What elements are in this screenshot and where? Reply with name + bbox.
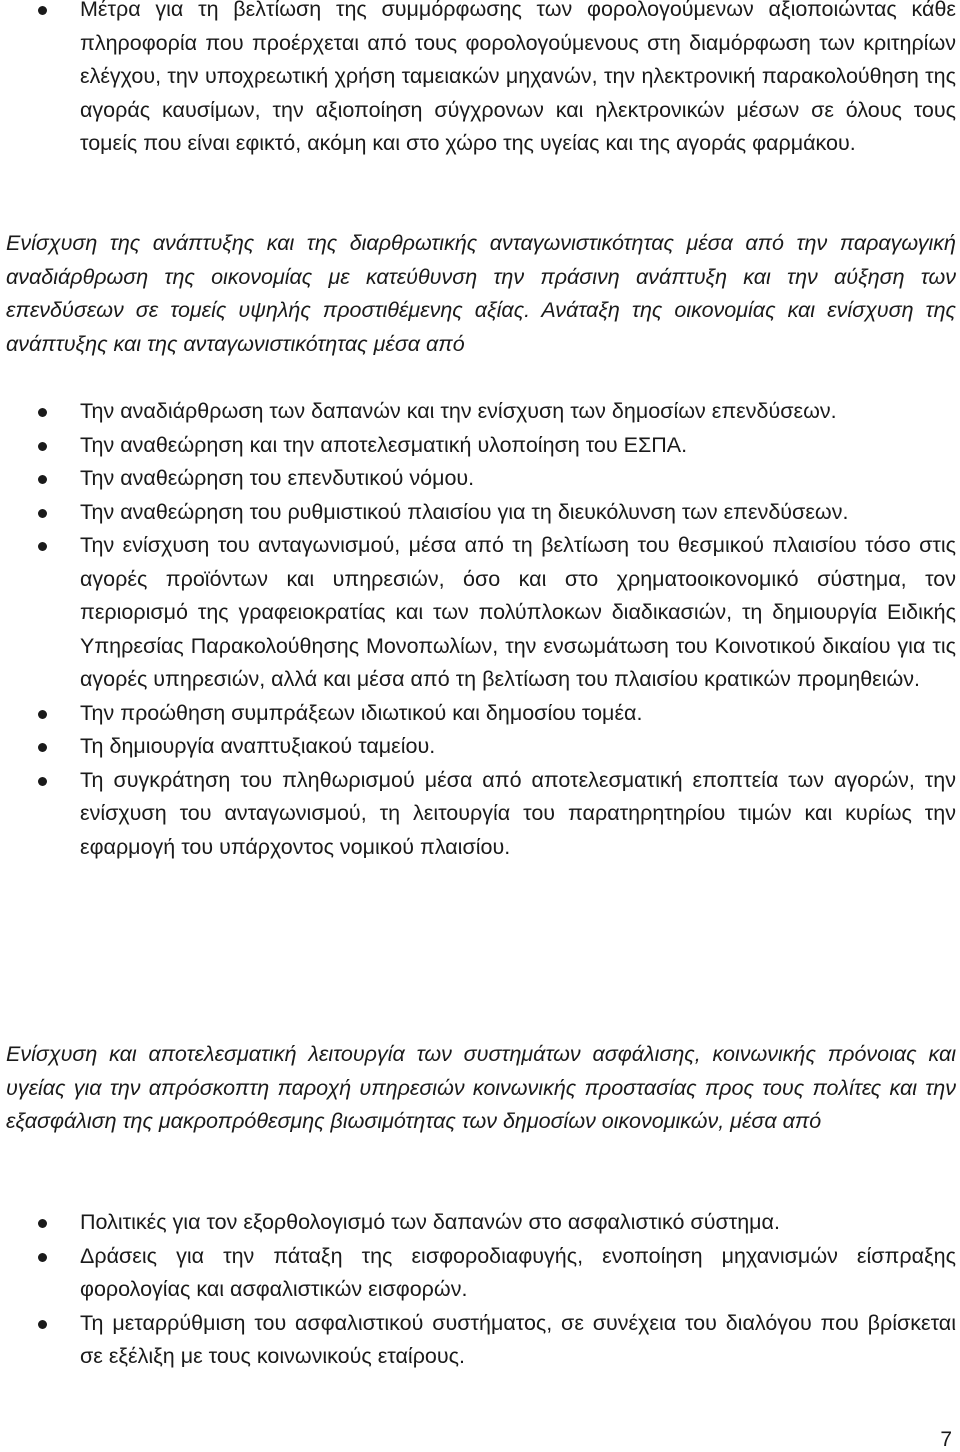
list-item <box>0 496 956 530</box>
list-item-text: Τη συγκράτηση του πληθωρισμού μέσα από αποτελεσματική εποπτεία των αγορών, την ενίσχυση του ανταγωνισμού, τη λειτουργία του παρατηρητηρίου τιμών και κυρίως την εφαρμογή του υπάρχοντος νομικού πλαισίου. <box>80 767 956 859</box>
list-item-text: Μέτρα για τη βελτίωση της συμμόρφωσης των φορολογούμενων αξιοποιώντας κάθε πληροφορία που προέρχεται από τους φορολογούμενους στη διαμόρφωση των κριτηρίων ελέγχου, την υποχρεωτική χρήση ταμειακών μηχανών, την ηλεκτρονική παρακολούθηση της αγοράς καυσίμων, την αξιοποίηση σύγχρονων και ηλεκτρονικών μέσων σε όλους τους τομείς που είναι εφικτό, ακόμη και στο χώρο της υγείας και της αγοράς φαρμάκου. <box>80 0 956 155</box>
list-item <box>0 0 956 161</box>
bullet-icon <box>38 777 47 786</box>
list-item <box>0 730 956 764</box>
bullet-icon <box>38 1219 47 1228</box>
list-item-text: Την αναθεώρηση του ρυθμιστικού πλαισίου για τη διευκόλυνση των επενδύσεων. <box>80 499 849 524</box>
list-item-text: Την προώθηση συμπράξεων ιδιωτικού και δημοσίου τομέα. <box>80 700 643 725</box>
bullet-icon <box>38 442 47 451</box>
bullet-icon <box>38 1320 47 1329</box>
list-item-text: Την αναθεώρηση του επενδυτικού νόμου. <box>80 466 475 490</box>
bullet-icon <box>38 475 47 484</box>
list-item-text: Τη μεταρρύθμιση του ασφαλιστικού συστήματος, σε συνέχεια του διαλόγου που βρίσκεται σε εξέλιξη με τους κοινωνικούς εταίρους. <box>80 1310 956 1368</box>
list-item <box>0 462 956 496</box>
list-item <box>0 764 956 865</box>
bullet-icon <box>38 1253 47 1262</box>
bullet-icon <box>38 710 47 719</box>
list-item-text: Την αναθεώρηση και την αποτελεσματική υλοποίηση του ΕΣΠΑ. <box>80 432 688 457</box>
growth-paragraph <box>6 227 956 361</box>
bullet-icon <box>38 743 47 752</box>
list-item <box>0 697 956 731</box>
growth-measures-list <box>0 395 956 864</box>
insurance-measures-list <box>0 1206 956 1374</box>
list-item-text: Δράσεις για την πάταξη της εισφοροδιαφυγής, ενοποίηση μηχανισμών είσπραξης φορολογίας και ασφαλιστικών εισφορών. <box>80 1243 956 1301</box>
bullet-icon <box>38 509 47 518</box>
list-item <box>0 429 956 463</box>
list-item-text: Την αναδιάρθρωση των δαπανών και την ενίσχυση των δημοσίων επενδύσεων. <box>80 399 837 423</box>
list-item <box>0 395 956 429</box>
list-item <box>0 1240 956 1307</box>
page-number: 7 <box>940 1428 952 1451</box>
bullet-icon <box>38 542 47 551</box>
paragraph-text: Ενίσχυση της ανάπτυξης και της διαρθρωτικής ανταγωνιστικότητας μέσα από την παραγωγική αναδιάρθρωση της οικονομίας με κατεύθυνση την πράσινη ανάπτυξη και την αύξηση των επενδύσεων σε τομείς υψηλής προστιθέμενης αξίας. Ανάταξη της οικονομίας και ενίσχυση της ανάπτυξης και της ανταγωνιστικότητας μέσα από <box>6 231 956 356</box>
list-item <box>0 1307 956 1374</box>
list-item <box>0 529 956 697</box>
list-item <box>0 1206 956 1240</box>
list-item-text: Την ενίσχυση του ανταγωνισμού, μέσα από τη βελτίωση του θεσμικού πλαισίου τόσο στις αγορές προϊόντων και υπηρεσιών, όσο και στο χρηματοοικονομικό σύστημα, τον περιορισμό της γραφειοκρατίας και των πολύπλοκων διαδικασιών, τη δημιουργία Ειδικής Υπηρεσίας Παρακολούθησης Μονοπωλίων, την ενσωμάτωση του Κοινοτικού δικαίου για τις αγορές υπηρεσιών, αλλά και μέσα από τη βελτίωση του πλαισίου κρατικών προμηθειών. <box>80 533 956 691</box>
bullet-icon <box>38 6 47 15</box>
insurance-paragraph <box>6 1038 956 1139</box>
tax-compliance-list <box>0 0 956 161</box>
paragraph-text: Ενίσχυση και αποτελεσματική λειτουργία των συστημάτων ασφάλισης, κοινωνικής πρόνοιας και υγείας για την απρόσκοπτη παροχή υπηρεσιών κοινωνικής προστασίας προς τους πολίτες και την εξασφάλιση της μακροπρόθεσμης βιωσιμότητας των δημοσίων οικονομικών, μέσα από <box>6 1042 956 1133</box>
bullet-icon <box>38 408 47 417</box>
list-item-text: Τη δημιουργία αναπτυξιακού ταμείου. <box>80 734 436 758</box>
list-item-text: Πολιτικές για τον εξορθολογισμό των δαπανών στο ασφαλιστικό σύστημα. <box>80 1210 780 1234</box>
